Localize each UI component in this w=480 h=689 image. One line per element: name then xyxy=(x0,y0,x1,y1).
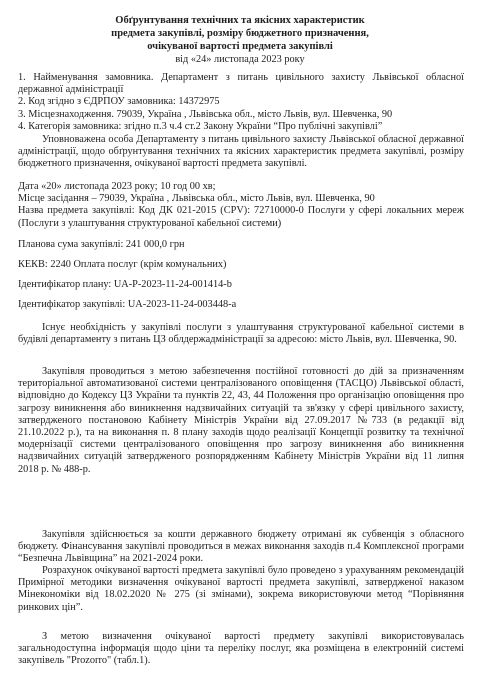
funding-paragraph: Закупівля здійснюється за кошти державного бюджету отримані як субвенція з обласного бюджету. Фінансування закупівлі проводиться в межах виконання заходів п.4 Комплексної програми “Безпечна Львівщина” на 2021-2024 роки. xyxy=(18,529,464,565)
market-info-paragraph: З метою визначення очікуваної вартості предмету закупівлі використовувалась загальнодоступна інформація щодо ціни та переліку послуг, яка розміщена в електронній системі закупівель "Prozorro" (табл.1). xyxy=(18,631,464,667)
title-line-1: Обґрунтування технічних та якісних характеристик xyxy=(115,15,365,26)
meeting-place: Місце засідання – 79039, Україна , Львівська обл., місто Львів, вул. Шевченка, 90 xyxy=(18,193,375,205)
title-line-2: предмета закупівлі, розміру бюджетного призначення, xyxy=(111,28,369,39)
item-location: 3. Місцезнаходження. 79039, Україна , Львівська обл., місто Львів, вул. Шевченка, 90 xyxy=(18,108,393,120)
plan-identifier: Ідентифікатор плану: UA-P-2023-11-24-001414-b xyxy=(18,279,232,290)
meeting-block xyxy=(18,181,464,230)
meeting-date: Дата «20» листопада 2023 року; 10 год 00 хв; xyxy=(18,181,216,192)
document-header xyxy=(0,14,480,66)
item-edrpou-code: 2. Код згідно з ЄДРПОУ замовника: 14372975 xyxy=(18,96,220,108)
necessity-paragraph: Існує необхідність у закупівлі послуги з улаштування структурованої кабельної системи в будівлі департаменту з питань ЦЗ облдержадміністрації за адресою: місто Львів, вул. Шевченка, 90. xyxy=(18,322,464,346)
item-customer-name: 1. Найменування замовника. Департамент з питань цивільного захисту Львівської обласної державної адміністрації xyxy=(18,72,464,96)
purpose-paragraph: Закупівля проводиться з метою забезпечення постійної готовності до дій за призначенням територіальної автоматизованої системи централізованого оповіщення (ТАСЦО) Львівської області, відповідно до Кодексу ЦЗ України та пунктів 22, 43, 44 Положення про організацію оповіщення про загрозу виникнення або виникнення надзвичайних ситуацій та зв'язку у сфері цивільного захисту, затвердженого постановою Кабінету Міністрів України від 27.09.2017 №733 (в редакції від 21.10.2022 р.), та на виконання п. 8 плану заходів щодо реалізації Концепції розвитку та технічної модернізації системи централізованого оповіщення про загрозу виникнення або виникнення надзвичайних ситуацій затвердженого розпорядженням Кабінету Міністрів України від 11 липня 2018 р. № 488-р. xyxy=(18,366,464,475)
title-line-3: очікуваної вартості предмета закупівлі xyxy=(147,41,333,52)
procurement-identifier: Ідентифікатор закупівлі: UA-2023-11-24-003448-a xyxy=(18,299,237,310)
document-date: від «24» листопада 2023 року xyxy=(175,54,305,65)
kekv-code: КЕКВ: 2240 Оплата послуг (крім комунальних) xyxy=(18,259,227,270)
customer-info-list xyxy=(18,72,464,133)
calculation-paragraph: Розрахунок очікуваної вартості предмета закупівлі було проведено з урахуванням рекомендацій Примірної методики визначення очікуваної вартості предмета закупівлі, затвердженої наказом Мінекономіки від 18.02.2020 № 275 (зі змінами), зокрема використовуючи метод “Порівняння ринкових цін”. xyxy=(18,565,464,613)
item-customer-category: 4. Категорія замовника: згідно п.3 ч.4 ст.2 Закону України “Про публічні закупівлі” xyxy=(18,120,383,132)
intro-paragraph: Уповноважена особа Департаменту з питань цивільного захисту Львівської обласної державної адміністрації, щодо обґрунтування технічних та якісних характеристик предмета закупівлі, розміру бюджетного призначення, очікуваної вартості предмета закупівлі. xyxy=(18,134,464,170)
planned-sum: Планова сума закупівлі: 241 000,0 грн xyxy=(18,239,185,250)
procurement-subject: Назва предмета закупівлі: Код ДК 021-2015 (CPV): 72710000-0 Послуги у сфері локальних мереж (Послуги з улаштування структурованої кабельної системи) xyxy=(18,205,464,229)
